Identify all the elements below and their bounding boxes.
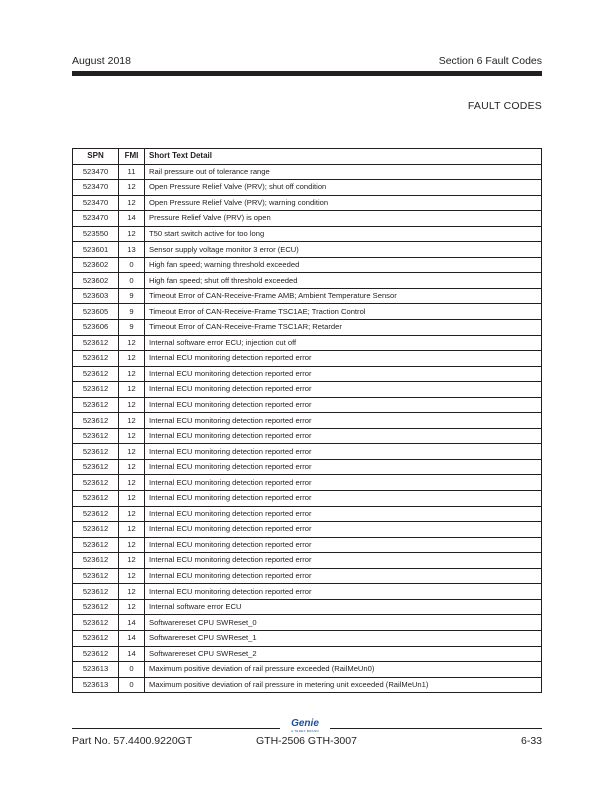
page-title: FAULT CODES: [467, 100, 542, 112]
header-date: August 2018: [72, 55, 131, 67]
text-cell: High fan speed; shut off threshold exceeded: [145, 273, 542, 289]
fmi-cell: 12: [119, 195, 145, 211]
fmi-cell: 0: [119, 273, 145, 289]
header-section: Section 6 Fault Codes: [438, 55, 542, 67]
table-row: [73, 351, 542, 367]
text-cell: Pressure Relief Valve (PRV) is open: [145, 211, 542, 227]
fmi-cell: 12: [119, 180, 145, 196]
text-cell: Internal ECU monitoring detection reported error: [145, 506, 542, 522]
logo-wordmark: Genie: [291, 718, 319, 729]
column-header-text: Short Text Detail: [145, 149, 542, 165]
spn-cell: 523603: [73, 288, 119, 304]
text-cell: Timeout Error of CAN-Receive-Frame TSC1AR; Retarder: [145, 320, 542, 336]
text-cell: Softwarereset CPU SWReset_2: [145, 646, 542, 662]
table-row: [73, 475, 542, 491]
text-cell: Internal ECU monitoring detection reported error: [145, 537, 542, 553]
fmi-cell: 9: [119, 320, 145, 336]
fmi-cell: 12: [119, 568, 145, 584]
spn-cell: 523612: [73, 366, 119, 382]
text-cell: Internal ECU monitoring detection reported error: [145, 382, 542, 398]
text-cell: Internal ECU monitoring detection reported error: [145, 459, 542, 475]
table-row: [73, 335, 542, 351]
spn-cell: 523612: [73, 335, 119, 351]
footer-part-number: Part No. 57.4400.9220GT: [72, 735, 193, 747]
table-row: [73, 195, 542, 211]
text-cell: Internal ECU monitoring detection reported error: [145, 444, 542, 460]
text-cell: Timeout Error of CAN-Receive-Frame AMB; Ambient Temperature Sensor: [145, 288, 542, 304]
table-row: [73, 257, 542, 273]
spn-cell: 523612: [73, 553, 119, 569]
table-row: [73, 288, 542, 304]
fmi-cell: 12: [119, 522, 145, 538]
spn-cell: 523612: [73, 491, 119, 507]
spn-cell: 523602: [73, 257, 119, 273]
table-body: [73, 164, 542, 693]
table-row: [73, 615, 542, 631]
footer-models: GTH-2506 GTH-3007: [256, 735, 357, 747]
fmi-cell: 11: [119, 164, 145, 180]
fmi-cell: 0: [119, 662, 145, 678]
table-row: [73, 366, 542, 382]
fmi-cell: 12: [119, 226, 145, 242]
spn-cell: 523612: [73, 397, 119, 413]
spn-cell: 523613: [73, 677, 119, 693]
spn-cell: 523612: [73, 444, 119, 460]
text-cell: Sensor supply voltage monitor 3 error (ECU): [145, 242, 542, 258]
table-row: [73, 180, 542, 196]
table-row: [73, 646, 542, 662]
footer-rule-left: [72, 728, 280, 729]
text-cell: Internal ECU monitoring detection reported error: [145, 366, 542, 382]
fmi-cell: 12: [119, 366, 145, 382]
fmi-cell: 12: [119, 475, 145, 491]
footer-page-number: 6-33: [520, 735, 542, 747]
spn-cell: 523612: [73, 584, 119, 600]
text-cell: Softwarereset CPU SWReset_0: [145, 615, 542, 631]
spn-cell: 523470: [73, 180, 119, 196]
table-row: [73, 304, 542, 320]
fmi-cell: 12: [119, 397, 145, 413]
fmi-cell: 9: [119, 304, 145, 320]
fmi-cell: 12: [119, 584, 145, 600]
spn-cell: 523612: [73, 382, 119, 398]
spn-cell: 523470: [73, 211, 119, 227]
spn-cell: 523612: [73, 646, 119, 662]
fmi-cell: 12: [119, 413, 145, 429]
table-row: [73, 226, 542, 242]
fmi-cell: 12: [119, 351, 145, 367]
header-rule: [72, 71, 542, 76]
fmi-cell: 12: [119, 553, 145, 569]
text-cell: Internal ECU monitoring detection reported error: [145, 568, 542, 584]
table-row: [73, 413, 542, 429]
text-cell: Softwarereset CPU SWReset_1: [145, 630, 542, 646]
fmi-cell: 12: [119, 382, 145, 398]
text-cell: Internal ECU monitoring detection reported error: [145, 428, 542, 444]
spn-cell: 523601: [73, 242, 119, 258]
text-cell: Maximum positive deviation of rail pressure exceeded (RailMeUn0): [145, 662, 542, 678]
spn-cell: 523612: [73, 351, 119, 367]
spn-cell: 523606: [73, 320, 119, 336]
text-cell: Internal ECU monitoring detection reported error: [145, 553, 542, 569]
logo-tagline: A TEREX BRAND: [291, 729, 319, 733]
fmi-cell: 12: [119, 444, 145, 460]
fmi-cell: 13: [119, 242, 145, 258]
fmi-cell: 12: [119, 491, 145, 507]
fmi-cell: 12: [119, 506, 145, 522]
genie-logo: [281, 719, 329, 735]
table-row: [73, 444, 542, 460]
fault-codes-table: [72, 148, 542, 693]
table-row: [73, 320, 542, 336]
text-cell: Open Pressure Relief Valve (PRV); shut off condition: [145, 180, 542, 196]
text-cell: Maximum positive deviation of rail pressure in metering unit exceeded (RailMeUn1): [145, 677, 542, 693]
fmi-cell: 14: [119, 630, 145, 646]
table-row: [73, 522, 542, 538]
table-row: [73, 242, 542, 258]
table-row: [73, 428, 542, 444]
table-row: [73, 662, 542, 678]
spn-cell: 523602: [73, 273, 119, 289]
spn-cell: 523612: [73, 537, 119, 553]
table-row: [73, 459, 542, 475]
spn-cell: 523612: [73, 459, 119, 475]
spn-cell: 523613: [73, 662, 119, 678]
spn-cell: 523612: [73, 428, 119, 444]
text-cell: Internal ECU monitoring detection reported error: [145, 522, 542, 538]
fmi-cell: 12: [119, 428, 145, 444]
text-cell: T50 start switch active for too long: [145, 226, 542, 242]
fmi-cell: 12: [119, 537, 145, 553]
text-cell: Internal ECU monitoring detection reported error: [145, 584, 542, 600]
column-header-spn: SPN: [73, 149, 119, 165]
text-cell: Internal ECU monitoring detection reported error: [145, 491, 542, 507]
column-header-fmi: FMI: [119, 149, 145, 165]
spn-cell: 523612: [73, 599, 119, 615]
fmi-cell: 9: [119, 288, 145, 304]
fmi-cell: 14: [119, 646, 145, 662]
spn-cell: 523612: [73, 630, 119, 646]
text-cell: Rail pressure out of tolerance range: [145, 164, 542, 180]
spn-cell: 523470: [73, 195, 119, 211]
spn-cell: 523612: [73, 506, 119, 522]
spn-cell: 523612: [73, 413, 119, 429]
table-row: [73, 630, 542, 646]
fmi-cell: 12: [119, 459, 145, 475]
fmi-cell: 12: [119, 599, 145, 615]
spn-cell: 523612: [73, 475, 119, 491]
table-row: [73, 537, 542, 553]
fmi-cell: 0: [119, 677, 145, 693]
spn-cell: 523612: [73, 522, 119, 538]
table-row: [73, 677, 542, 693]
spn-cell: 523550: [73, 226, 119, 242]
text-cell: Internal ECU monitoring detection reported error: [145, 397, 542, 413]
fmi-cell: 14: [119, 211, 145, 227]
spn-cell: 523605: [73, 304, 119, 320]
table-row: [73, 599, 542, 615]
table-row: [73, 553, 542, 569]
fmi-cell: 12: [119, 335, 145, 351]
table-row: [73, 491, 542, 507]
spn-cell: 523612: [73, 615, 119, 631]
table-row: [73, 382, 542, 398]
text-cell: Internal software error ECU: [145, 599, 542, 615]
table-row: [73, 164, 542, 180]
text-cell: Internal ECU monitoring detection reported error: [145, 475, 542, 491]
text-cell: Timeout Error of CAN-Receive-Frame TSC1AE; Traction Control: [145, 304, 542, 320]
text-cell: Internal software error ECU; injection cut off: [145, 335, 542, 351]
footer-rule-right: [330, 728, 542, 729]
text-cell: High fan speed; warning threshold exceeded: [145, 257, 542, 273]
text-cell: Internal ECU monitoring detection reported error: [145, 351, 542, 367]
text-cell: Internal ECU monitoring detection reported error: [145, 413, 542, 429]
table-row: [73, 584, 542, 600]
fmi-cell: 0: [119, 257, 145, 273]
spn-cell: 523470: [73, 164, 119, 180]
table-row: [73, 273, 542, 289]
table-row: [73, 568, 542, 584]
table-header-row: [73, 149, 542, 165]
spn-cell: 523612: [73, 568, 119, 584]
fmi-cell: 14: [119, 615, 145, 631]
text-cell: Open Pressure Relief Valve (PRV); warning condition: [145, 195, 542, 211]
table-row: [73, 397, 542, 413]
table-row: [73, 211, 542, 227]
table-row: [73, 506, 542, 522]
